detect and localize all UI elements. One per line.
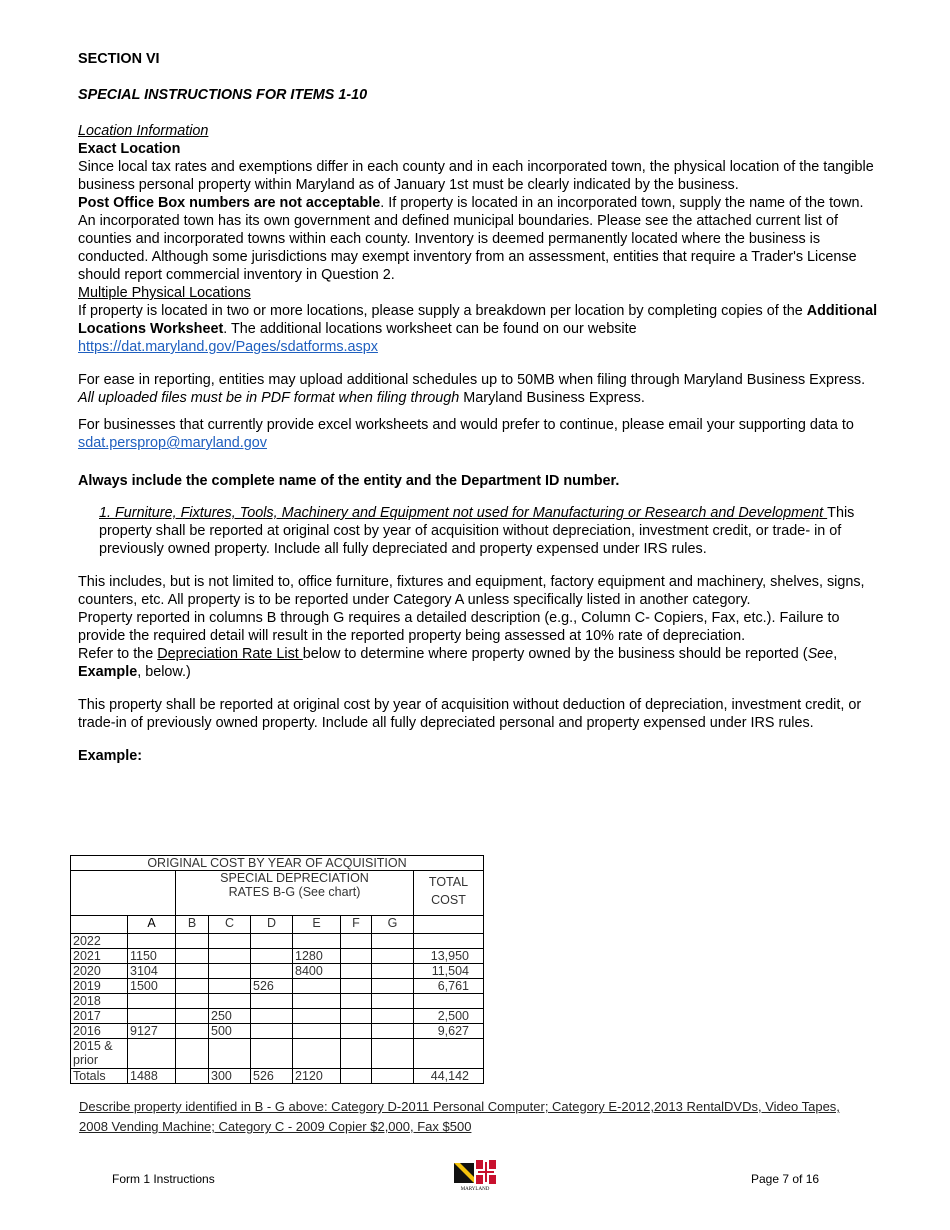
table-row [71, 934, 484, 949]
table-cell-e [293, 1039, 341, 1069]
table-cell-f [341, 1069, 372, 1084]
column-header-f: F [341, 916, 372, 934]
item1-text: This property shall be reported at original cost by year of acquisition without depreciation, investment credit, or trade- in of previously owned property. Include all fully depreciated and property expensed under IRS rules. [99, 505, 855, 557]
table-cell-c [209, 1039, 251, 1069]
table-header-blank [71, 871, 176, 916]
always-include-notice: Always include the complete name of the entity and the Department ID number. [78, 473, 620, 489]
table-cell-a: 1488 [128, 1069, 176, 1084]
table-cell-year: Totals [71, 1069, 128, 1084]
footer-form-name: Form 1 Instructions [112, 1172, 215, 1186]
includes-text: This includes, but is not limited to, office furniture, fixtures and equipment, factory equipment and machinery, shelves, signs, counters, etc. All property is to be reported under Category A unless specifically listed in another category. [78, 574, 865, 608]
example-label: Example: [78, 748, 142, 764]
location-info-heading: Location Information [78, 123, 209, 139]
table-cell-a [128, 994, 176, 1009]
column-header-total [414, 916, 484, 934]
table-cell-g [372, 979, 414, 994]
item1-paragraph [78, 504, 878, 558]
exact-location-text: Since local tax rates and exemptions differ in each county and in each incorporated town, the physical location of the tangible business personal property within Maryland as of January 1st must be clearly indicated by the business. [78, 159, 874, 193]
columns-text: Property reported in columns B through G requires a detailed description (e.g., Column C- Copiers, Fax, etc.). Failure to provide the required detail will result in the reported property being assessed at 10% rate of depreciation. [78, 610, 840, 644]
table-cell-b [176, 1069, 209, 1084]
table-cell-a: 3104 [128, 964, 176, 979]
column-header-d: D [251, 916, 293, 934]
refer-text-3: , below.) [137, 664, 191, 680]
table-cell-year: 2018 [71, 994, 128, 1009]
property-description [79, 1097, 849, 1137]
describe-text: Describe property identified in B - G above: Category D-2011 Personal Computer; Category E-2012,2013 RentalDVDs, Video Tapes, 2008 Vending Machine; Category C - 2009 Copier $2,000, Fax $500 [79, 1099, 840, 1134]
table-cell-b [176, 979, 209, 994]
table-cell-b [176, 964, 209, 979]
table-cell-b [176, 994, 209, 1009]
table-row [71, 1024, 484, 1039]
table-cell-g [372, 994, 414, 1009]
website-link[interactable]: https://dat.maryland.gov/Pages/sdatforms.aspx [78, 339, 378, 355]
item1-heading: 1. Furniture, Fixtures, Tools, Machinery and Equipment not used for Manufacturing or Research and Development [99, 505, 828, 521]
table-cell-total: 6,761 [414, 979, 484, 994]
table-cell-total [414, 994, 484, 1009]
table-cell-total: 11,504 [414, 964, 484, 979]
email-link[interactable]: sdat.persprop@maryland.gov [78, 435, 267, 451]
exact-location-heading: Exact Location [78, 141, 181, 157]
additional-locations-worksheet: Additional Locations Worksheet [78, 303, 878, 337]
example-cost-table [70, 855, 484, 1084]
table-title: ORIGINAL COST BY YEAR OF ACQUISITION [71, 856, 484, 871]
table-cell-total: 44,142 [414, 1069, 484, 1084]
column-header-year [71, 916, 128, 934]
table-cell-b [176, 1009, 209, 1024]
upload-paragraph [78, 371, 878, 407]
table-cell-f [341, 979, 372, 994]
maryland-flag-icon [450, 1157, 501, 1192]
refer-text-1: Refer to the [78, 646, 158, 662]
table-cell-d [251, 994, 293, 1009]
table-cell-f [341, 949, 372, 964]
maryland-logo [450, 1157, 501, 1192]
table-cell-f [341, 1024, 372, 1039]
multiple-locations-heading: Multiple Physical Locations [78, 285, 251, 301]
table-cell-d: 526 [251, 1069, 293, 1084]
table-cell-d: 526 [251, 979, 293, 994]
table-cell-d [251, 1009, 293, 1024]
table-cell-g [372, 1024, 414, 1039]
table-cell-e: 8400 [293, 964, 341, 979]
table-cell-c: 300 [209, 1069, 251, 1084]
refer-paragraph [78, 645, 878, 681]
table-cell-d [251, 1024, 293, 1039]
table-cell-total: 2,500 [414, 1009, 484, 1024]
table-cell-a [128, 934, 176, 949]
table-cell-f [341, 934, 372, 949]
refer-comma: , [833, 646, 838, 662]
document-body [78, 50, 878, 765]
table-cell-d [251, 1039, 293, 1069]
table-cell-b [176, 934, 209, 949]
special-depreciation-header: SPECIAL DEPRECIATION RATES B-G (See chart) [176, 871, 414, 916]
refer-text-2: below to determine where property owned by the business should be reported ( [302, 646, 808, 662]
column-header-e: E [293, 916, 341, 934]
table-row [71, 964, 484, 979]
section-title: SECTION VI [78, 51, 160, 67]
logo-text: MARYLAND [460, 1187, 490, 1192]
po-box-bold: Post Office Box numbers are not acceptable [78, 195, 381, 211]
table-cell-year: 2020 [71, 964, 128, 979]
multiple-text-1: If property is located in two or more locations, please supply a breakdown per location by completing copies of the [78, 303, 807, 319]
table-cell-f [341, 994, 372, 1009]
table-cell-a: 9127 [128, 1024, 176, 1039]
special-instructions-title: SPECIAL INSTRUCTIONS FOR ITEMS 1-10 [78, 87, 368, 103]
table-cell-d [251, 964, 293, 979]
table-cell-year: 2017 [71, 1009, 128, 1024]
table-cell-a [128, 1039, 176, 1069]
table-cell-year: 2019 [71, 979, 128, 994]
table-row [71, 949, 484, 964]
table-row [71, 1039, 484, 1069]
table-cell-g [372, 964, 414, 979]
upload-italic: All uploaded files must be in PDF format when filing through [78, 390, 460, 406]
multiple-text-2: . The additional locations worksheet can be found on our website [223, 321, 637, 337]
table-cell-g [372, 1009, 414, 1024]
footer-page-number: Page 7 of 16 [751, 1172, 820, 1186]
table-body [71, 934, 484, 1084]
table-cell-b [176, 1039, 209, 1069]
table-cell-total [414, 1039, 484, 1069]
table-cell-d [251, 949, 293, 964]
table-cell-f [341, 1009, 372, 1024]
upload-text-2: Maryland Business Express. [459, 390, 645, 406]
table-cell-c [209, 994, 251, 1009]
original-cost-text: This property shall be reported at original cost by year of acquisition without deduction of depreciation, investment credit, or trade-in of previously owned property. Include all fully depreciated personal and property expensed under IRS rules. [78, 697, 862, 731]
table-cell-g [372, 934, 414, 949]
table-cell-a: 1500 [128, 979, 176, 994]
table-cell-total: 13,950 [414, 949, 484, 964]
table-row [71, 1069, 484, 1084]
table-cell-b [176, 1024, 209, 1039]
table-cell-g [372, 949, 414, 964]
table-cell-f [341, 964, 372, 979]
table-cell-d [251, 934, 293, 949]
table-row [71, 994, 484, 1009]
refer-example: Example [78, 664, 138, 680]
table-cell-b [176, 949, 209, 964]
table-cell-c [209, 979, 251, 994]
column-header-a: A [128, 916, 176, 934]
depreciation-rate-list-link[interactable]: Depreciation Rate List [157, 646, 303, 662]
table-cell-c [209, 964, 251, 979]
po-box-text: . If property is located in an incorporated town, supply the name of the town. An incorporated town has its own government and defined municipal boundaries. Please see the attached current list of counties and incorporated towns within each county. Inventory is deemed permanently located where the business is conducted. Although some jurisdictions may exempt inventory from an assessment, entities that require a Trader's License should report commercial inventory in Question 2. [78, 195, 864, 283]
refer-see: See [807, 646, 834, 662]
table-cell-g [372, 1069, 414, 1084]
column-header-g: G [372, 916, 414, 934]
table-cell-e [293, 1024, 341, 1039]
upload-text-1: For ease in reporting, entities may upload additional schedules up to 50MB when filing through Maryland Business Express. [78, 372, 866, 388]
excel-text: For businesses that currently provide excel worksheets and would prefer to continue, please email your supporting data to [78, 417, 854, 433]
table-cell-g [372, 1039, 414, 1069]
column-header-b: B [176, 916, 209, 934]
column-header-c: C [209, 916, 251, 934]
multiple-locations-paragraph [78, 302, 878, 356]
table-cell-e [293, 934, 341, 949]
table-cell-e [293, 1009, 341, 1024]
table-row [71, 979, 484, 994]
table-cell-c [209, 934, 251, 949]
table-cell-year: 2022 [71, 934, 128, 949]
excel-paragraph [78, 416, 878, 452]
table-cell-year: 2016 [71, 1024, 128, 1039]
total-cost-header: TOTAL COST [414, 871, 484, 916]
table-cell-year: 2015 & prior [71, 1039, 128, 1069]
table-cell-c: 250 [209, 1009, 251, 1024]
table-cell-e [293, 994, 341, 1009]
table-cell-year: 2021 [71, 949, 128, 964]
table-cell-a: 1150 [128, 949, 176, 964]
table-cell-a [128, 1009, 176, 1024]
table-cell-c [209, 949, 251, 964]
table-cell-e: 2120 [293, 1069, 341, 1084]
po-box-paragraph [78, 194, 878, 284]
table-cell-total: 9,627 [414, 1024, 484, 1039]
table-cell-e [293, 979, 341, 994]
table-cell-e: 1280 [293, 949, 341, 964]
table-cell-total [414, 934, 484, 949]
table-cell-c: 500 [209, 1024, 251, 1039]
table-cell-f [341, 1039, 372, 1069]
table-row [71, 1009, 484, 1024]
